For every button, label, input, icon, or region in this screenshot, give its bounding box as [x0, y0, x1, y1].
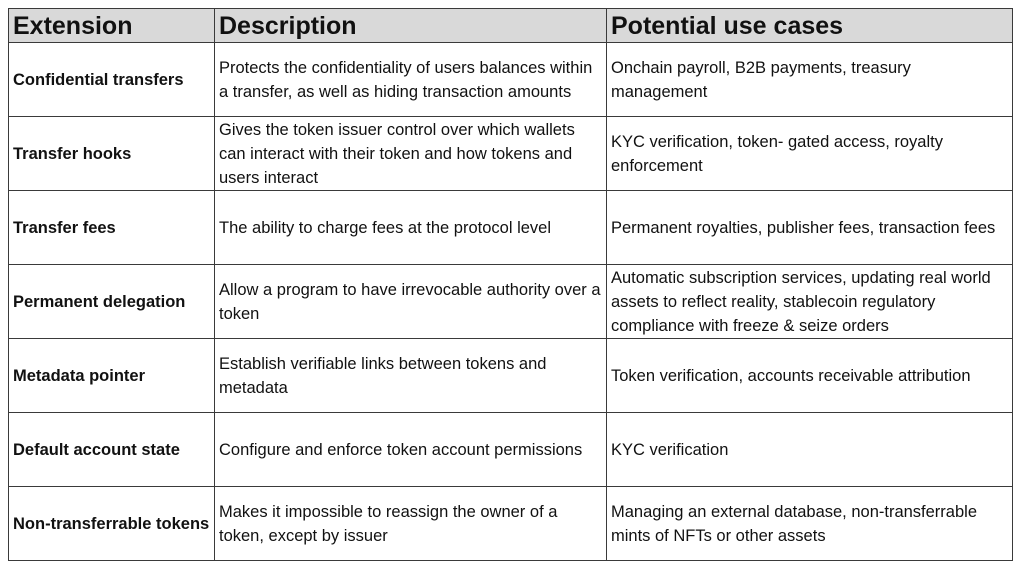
- description-cell: Configure and enforce token account permissions: [215, 413, 607, 487]
- use-cases-cell: Onchain payroll, B2B payments, treasury management: [607, 43, 1013, 117]
- use-cases-cell: Permanent royalties, publisher fees, transaction fees: [607, 191, 1013, 265]
- use-cases-cell: Managing an external database, non-transferrable mints of NFTs or other assets: [607, 487, 1013, 561]
- description-cell: Makes it impossible to reassign the owner of a token, except by issuer: [215, 487, 607, 561]
- extension-cell: Confidential transfers: [9, 43, 215, 117]
- use-cases-cell: KYC verification: [607, 413, 1013, 487]
- header-extension: Extension: [9, 9, 215, 43]
- extension-cell: Metadata pointer: [9, 339, 215, 413]
- extension-cell: Permanent delegation: [9, 265, 215, 339]
- table-row: [9, 413, 1013, 487]
- extensions-table-container: [8, 8, 1012, 561]
- table-row: [9, 43, 1013, 117]
- use-cases-cell: Token verification, accounts receivable attribution: [607, 339, 1013, 413]
- table-row: [9, 265, 1013, 339]
- header-use-cases: Potential use cases: [607, 9, 1013, 43]
- description-cell: Establish verifiable links between tokens and metadata: [215, 339, 607, 413]
- extension-cell: Non-transferrable tokens: [9, 487, 215, 561]
- description-cell: Allow a program to have irrevocable authority over a token: [215, 265, 607, 339]
- table-row: [9, 339, 1013, 413]
- use-cases-cell: Automatic subscription services, updating real world assets to reflect reality, stablecoin regulatory compliance with freeze & seize orders: [607, 265, 1013, 339]
- extension-cell: Transfer hooks: [9, 117, 215, 191]
- table-row: [9, 487, 1013, 561]
- description-cell: Protects the confidentiality of users balances within a transfer, as well as hiding transaction amounts: [215, 43, 607, 117]
- use-cases-cell: KYC verification, token- gated access, royalty enforcement: [607, 117, 1013, 191]
- description-cell: The ability to charge fees at the protocol level: [215, 191, 607, 265]
- extensions-table: [8, 8, 1013, 561]
- table-row: [9, 191, 1013, 265]
- header-description: Description: [215, 9, 607, 43]
- extension-cell: Default account state: [9, 413, 215, 487]
- table-header-row: [9, 9, 1013, 43]
- table-row: [9, 117, 1013, 191]
- description-cell: Gives the token issuer control over which wallets can interact with their token and how tokens and users interact: [215, 117, 607, 191]
- extension-cell: Transfer fees: [9, 191, 215, 265]
